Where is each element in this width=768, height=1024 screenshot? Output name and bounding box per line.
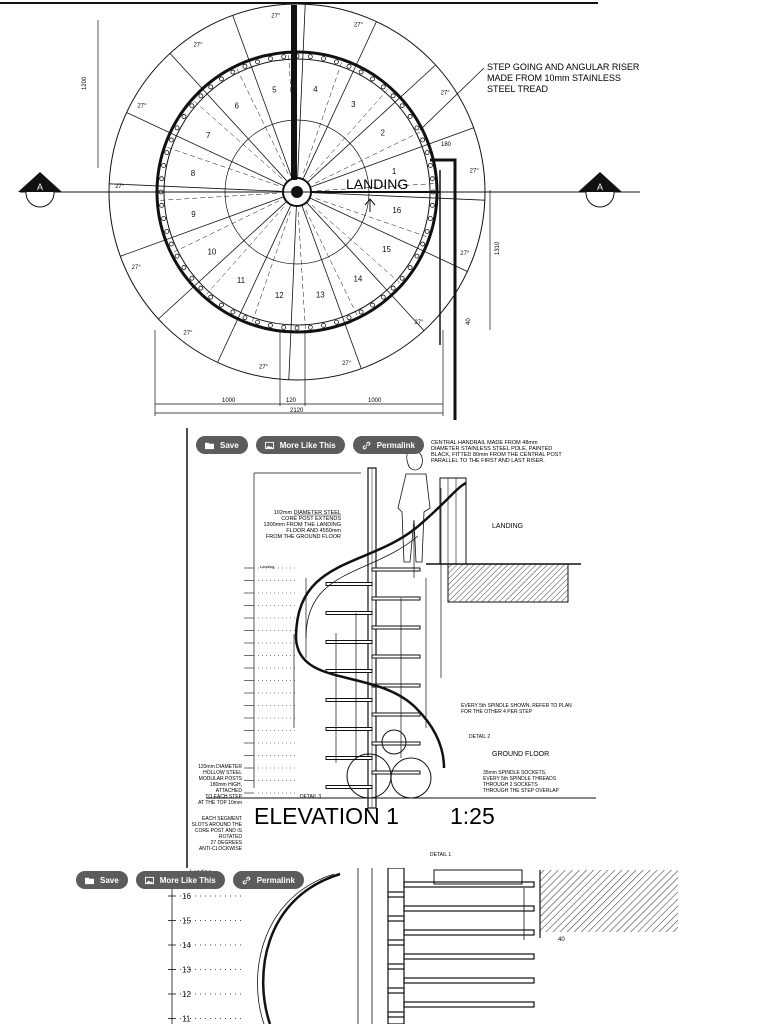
- step-number: 8: [190, 168, 196, 178]
- step-number: 6: [234, 101, 239, 111]
- save-button[interactable]: Save: [76, 871, 128, 889]
- step-number: 4: [313, 84, 318, 94]
- svg-text:SLOTS AROUND THE: SLOTS AROUND THE: [191, 822, 242, 828]
- svg-text:THROUGH 2 SOCKETS: THROUGH 2 SOCKETS: [483, 782, 538, 788]
- svg-text:DIAMETER STAINLESS STEEL POLE,: DIAMETER STAINLESS STEEL POLE, PAINTED: [431, 446, 553, 452]
- svg-text:FLOOR AND 4550mm: FLOOR AND 4550mm: [286, 528, 341, 534]
- svg-text:CENTRAL HANDRAIL MADE FROM 48m: CENTRAL HANDRAIL MADE FROM 48mm: [431, 440, 538, 446]
- detail-3-label: DETAIL 3: [300, 794, 322, 800]
- angle-label: 27°: [183, 330, 193, 337]
- link-icon: [242, 876, 251, 885]
- handrail-note: [431, 440, 562, 464]
- angle-label: 27°: [137, 103, 147, 110]
- svg-text:120mm DIAMETER: 120mm DIAMETER: [198, 764, 242, 770]
- more-like-this-button[interactable]: More Like This: [136, 871, 225, 889]
- permalink-button[interactable]: Permalink: [353, 436, 424, 454]
- angle-label: 27°: [131, 265, 141, 272]
- folder-icon: [85, 876, 94, 885]
- svg-text:STEEL TREAD: STEEL TREAD: [487, 84, 549, 94]
- svg-text:EVERY 5th SPINDLE THREADS: EVERY 5th SPINDLE THREADS: [483, 776, 557, 782]
- toolbar-detail: [76, 871, 304, 889]
- dim-left: 1000: [222, 398, 236, 404]
- elevation-drawing: [186, 428, 606, 868]
- svg-text:A: A: [36, 182, 44, 192]
- detail-step-label: 13: [182, 965, 191, 975]
- svg-text:TO EACH STEP: TO EACH STEP: [205, 794, 242, 800]
- section-marker-left: [18, 172, 62, 207]
- elevation-title: ELEVATION 1: [254, 803, 399, 829]
- step-number: 1: [391, 167, 397, 177]
- toolbar-elevation: [196, 436, 424, 454]
- dim-mid: 120: [286, 398, 297, 404]
- angle-label: 27°: [271, 13, 281, 20]
- angle-label: 27°: [115, 183, 125, 190]
- save-button[interactable]: Save: [196, 436, 248, 454]
- svg-text:1300mm FROM THE LANDING: 1300mm FROM THE LANDING: [263, 522, 341, 528]
- angle-label: 27°: [353, 22, 363, 29]
- core-note: [263, 510, 341, 540]
- svg-text:180mm HIGH,: 180mm HIGH,: [210, 782, 242, 788]
- step-number: 14: [353, 274, 363, 284]
- section-marker-right: [578, 172, 622, 207]
- step-number: 10: [207, 247, 217, 257]
- dim-small: 40: [466, 318, 472, 325]
- svg-text:EACH SEGMENT: EACH SEGMENT: [201, 816, 242, 822]
- svg-text:MODULAR POSTS: MODULAR POSTS: [198, 776, 242, 782]
- link-icon: [362, 441, 371, 450]
- detail-dim: 40: [558, 937, 565, 943]
- segment-note: [192, 816, 243, 852]
- small-landing-tag: Landing: [260, 564, 275, 569]
- detail-step-label: 12: [182, 990, 191, 999]
- socket-note: [483, 770, 560, 794]
- detail-1-label: DETAIL 1: [430, 852, 452, 858]
- plan-drawing: [0, 0, 660, 420]
- svg-text:ANTI-CLOCKWISE: ANTI-CLOCKWISE: [198, 846, 242, 852]
- step-number: 5: [272, 85, 277, 95]
- detail-step-label: 15: [182, 916, 191, 926]
- svg-text:CORE POST EXTENDS: CORE POST EXTENDS: [281, 516, 341, 522]
- angle-label: 27°: [259, 364, 269, 371]
- plan-note: [487, 62, 640, 94]
- image-icon: [145, 876, 154, 885]
- svg-text:35mm SPINDLE SOCKETS,: 35mm SPINDLE SOCKETS,: [483, 770, 547, 776]
- svg-text:102mm DIAMETER STEEL: 102mm DIAMETER STEEL: [273, 510, 341, 516]
- angle-label: 27°: [342, 361, 352, 368]
- detail-step-label: 11: [182, 1014, 191, 1024]
- spindle-note: [461, 703, 572, 715]
- dim-total: 2120: [290, 408, 304, 414]
- elevation-landing: LANDING: [492, 523, 524, 530]
- svg-text:FOR THE OTHER 4 PER STEP: FOR THE OTHER 4 PER STEP: [461, 709, 533, 715]
- step-number: 15: [382, 245, 391, 255]
- step-number: 2: [380, 128, 385, 138]
- svg-text:27 DEGREES: 27 DEGREES: [210, 840, 242, 846]
- svg-text:AT THE TOP 10mm: AT THE TOP 10mm: [198, 800, 242, 806]
- step-number: 16: [392, 206, 402, 216]
- svg-text:THROUGH THE STEP OVERLAP: THROUGH THE STEP OVERLAP: [483, 788, 559, 794]
- step-number: 11: [236, 276, 246, 286]
- elevation-scale: 1:25: [450, 803, 495, 829]
- svg-text:ROTATED: ROTATED: [218, 834, 242, 840]
- ground-floor-label: GROUND FLOOR: [492, 751, 550, 758]
- step-number: 12: [274, 291, 284, 301]
- plan-drawing-svg: [0, 0, 660, 420]
- dim-top: 180: [441, 142, 452, 148]
- post-note: [198, 764, 243, 806]
- plan-landing-label: LANDING: [346, 176, 409, 192]
- detail-2-label: DETAIL 2: [469, 734, 491, 740]
- angle-label: 27°: [469, 168, 479, 175]
- svg-text:CORE POST AND IS: CORE POST AND IS: [194, 828, 242, 834]
- angle-label: 27°: [193, 42, 203, 49]
- step-number: 9: [191, 209, 196, 219]
- dim-right: 1000: [368, 398, 382, 404]
- dim-height-right: 1310: [495, 241, 501, 255]
- folder-icon: [205, 441, 214, 450]
- elevation-drawing-svg: [186, 428, 606, 868]
- step-number: 3: [351, 99, 356, 109]
- svg-text:MADE FROM 10mm STAINLESS: MADE FROM 10mm STAINLESS: [487, 73, 621, 83]
- svg-text:EVERY 5th SPINDLE SHOWN, REFER: EVERY 5th SPINDLE SHOWN, REFER TO PLAN: [461, 703, 572, 709]
- svg-text:HOLLOW STEEL: HOLLOW STEEL: [203, 770, 242, 776]
- permalink-button[interactable]: Permalink: [233, 871, 304, 889]
- detail-drawing-svg: [72, 868, 678, 1024]
- svg-text:A: A: [596, 182, 604, 192]
- detail-step-label: 14: [182, 941, 191, 950]
- step-number: 7: [205, 130, 211, 140]
- svg-text:PARALLEL TO THE FIRST AND LAST: PARALLEL TO THE FIRST AND LAST RISER.: [431, 458, 545, 464]
- more-like-this-button[interactable]: More Like This: [256, 436, 345, 454]
- detail-step-label: 16: [182, 892, 191, 901]
- dim-height-left: 1200: [82, 76, 88, 90]
- image-icon: [265, 441, 274, 450]
- angle-label: 27°: [414, 320, 424, 327]
- step-number: 13: [315, 290, 325, 300]
- svg-text:STEP GOING AND ANGULAR RISER: STEP GOING AND ANGULAR RISER: [487, 62, 640, 72]
- svg-text:FROM THE GROUND FLOOR: FROM THE GROUND FLOOR: [265, 534, 341, 540]
- angle-label: 27°: [460, 250, 470, 257]
- svg-text:BLACK, FITTED 80mm FROM THE CE: BLACK, FITTED 80mm FROM THE CENTRAL POST: [431, 452, 562, 458]
- angle-label: 27°: [440, 90, 450, 97]
- detail-drawing: [72, 868, 678, 1024]
- svg-text:ATTACHED: ATTACHED: [215, 788, 242, 794]
